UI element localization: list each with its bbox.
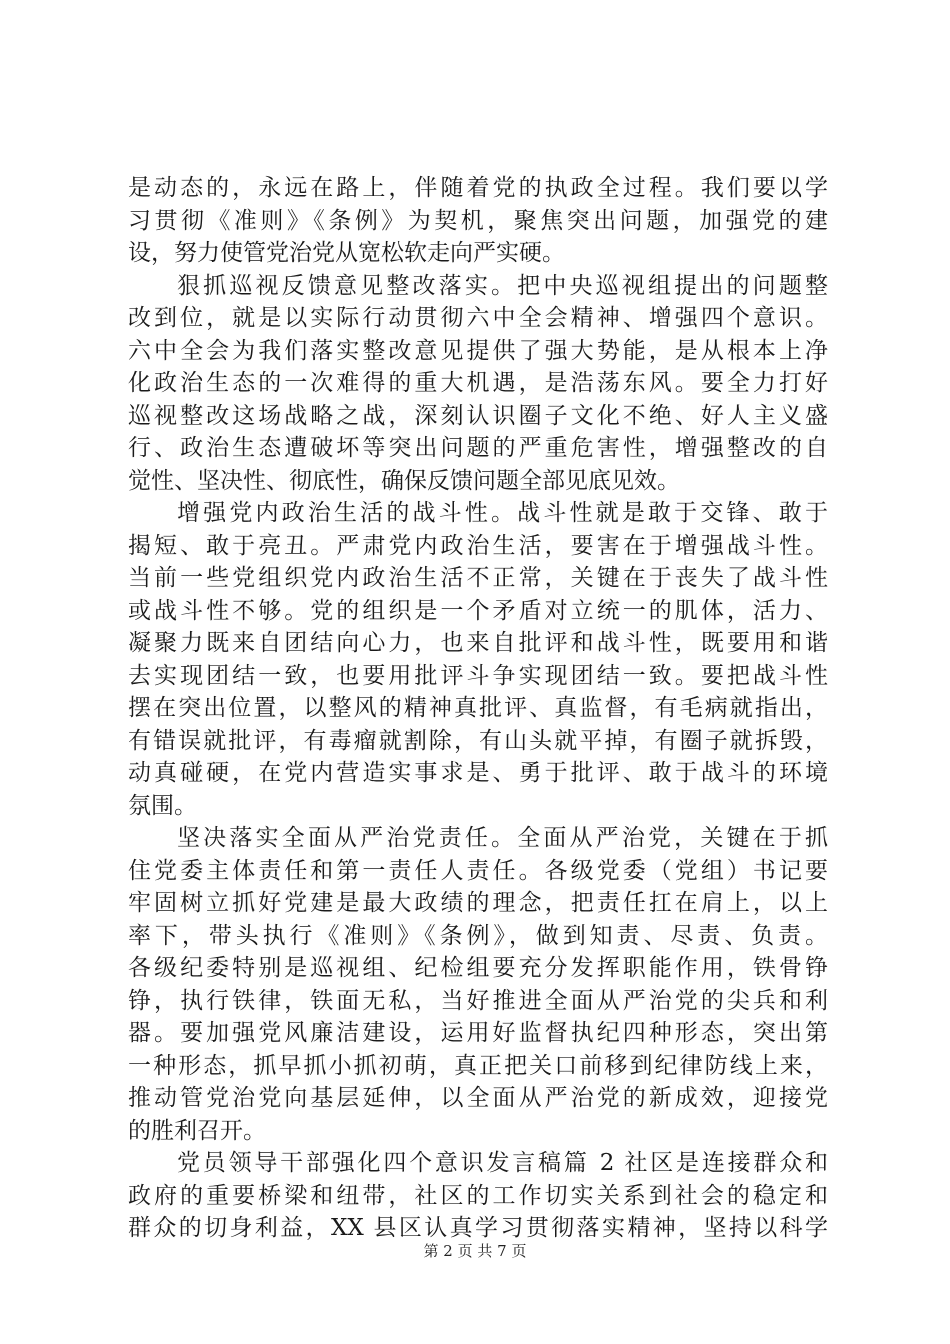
text-line: 设，努力使管党治党从宽松软走向严实硬。 xyxy=(128,240,565,266)
text-line: 坚决落实全面从严治党责任。全面从严治党，关键在于抓 xyxy=(177,825,828,851)
text-line: 觉性、坚决性、彻底性，确保反馈问题全部见底见效。 xyxy=(128,467,680,494)
text-line: 增强党内政治生活的战斗性。战斗性就是敢于交锋、敢于 xyxy=(177,500,828,526)
page-footer xyxy=(0,1240,950,1261)
page-number-label: 第 2 页 共 7 页 xyxy=(423,1242,527,1260)
text-line: 凝聚力既来自团结向心力，也来自批评和战斗性，既要用和谐 xyxy=(128,630,828,656)
text-line: 一种形态，抓早抓小抓初萌，真正把关口前移到纪律防线上来， xyxy=(128,1052,828,1079)
text-line: 政府的重要桥梁和纽带，社区的工作切实关系到社会的稳定和 xyxy=(128,1182,828,1209)
text-line: 摆在突出位置，以整风的精神真批评、真监督，有毛病就指出， xyxy=(128,695,828,721)
text-line: 当前一些党组织党内政治生活不正常，关键在于丧失了战斗性 xyxy=(128,565,828,591)
text-line: 改到位，就是以实际行动贯彻六中全会精神、增强四个意识。 xyxy=(128,305,828,331)
text-line: 器。要加强党风廉洁建设，运用好监督执纪四种形态，突出第 xyxy=(128,1020,828,1046)
text-line: 住党委主体责任和第一责任人责任。各级党委（党组）书记要 xyxy=(128,857,828,884)
text-line: 率下，带头执行《准则》《条例》，做到知责、尽责、负责。 xyxy=(128,922,828,949)
text-line: 去实现团结一致，也要用批评斗争实现团结一致。要把战斗性 xyxy=(128,662,828,689)
text-line: 或战斗性不够。党的组织是一个矛盾对立统一的肌体，活力、 xyxy=(128,597,828,624)
text-line: 群众的切身利益，XX 县区认真学习贯彻落实精神，坚持以科学 xyxy=(128,1215,828,1241)
text-line: 行、政治生态遭破坏等突出问题的严重危害性，增强整改的自 xyxy=(128,435,828,461)
text-line: 巡视整改这场战略之战，深刻认识圈子文化不绝、好人主义盛 xyxy=(128,402,828,429)
text-line: 习贯彻《准则》《条例》为契机，聚焦突出问题，加强党的建 xyxy=(128,207,828,234)
text-line: 六中全会为我们落实整改意见提供了强大势能，是从根本上净 xyxy=(128,337,828,364)
text-line: 氛围。 xyxy=(128,792,197,819)
text-line: 的胜利召开。 xyxy=(128,1117,266,1144)
text-line: 狠抓巡视反馈意见整改落实。把中央巡视组提出的问题整 xyxy=(177,272,828,299)
text-line: 动真碰硬，在党内营造实事求是、勇于批评、敢于战斗的环境 xyxy=(128,760,828,786)
text-line: 铮，执行铁律，铁面无私，当好推进全面从严治党的尖兵和利 xyxy=(128,987,828,1014)
text-line: 是动态的，永远在路上，伴随着党的执政全过程。我们要以学 xyxy=(128,175,828,201)
document-body xyxy=(128,172,828,1245)
text-line: 党员领导干部强化四个意识发言稿篇 2 社区是连接群众和 xyxy=(177,1150,828,1176)
text-line: 推动管党治党向基层延伸，以全面从严治党的新成效，迎接党 xyxy=(128,1085,828,1111)
text-line: 有错误就批评，有毒瘤就割除，有山头就平掉，有圈子就拆毁， xyxy=(128,727,828,754)
text-line: 化政治生态的一次难得的重大机遇，是浩荡东风。要全力打好 xyxy=(128,370,828,396)
text-line: 各级纪委特别是巡视组、纪检组要充分发挥职能作用，铁骨铮 xyxy=(128,955,828,981)
text-line: 揭短、敢于亮丑。严肃党内政治生活，要害在于增强战斗性。 xyxy=(128,532,828,559)
text-line: 牢固树立抓好党建是最大政绩的理念，把责任扛在肩上，以上 xyxy=(128,890,828,916)
